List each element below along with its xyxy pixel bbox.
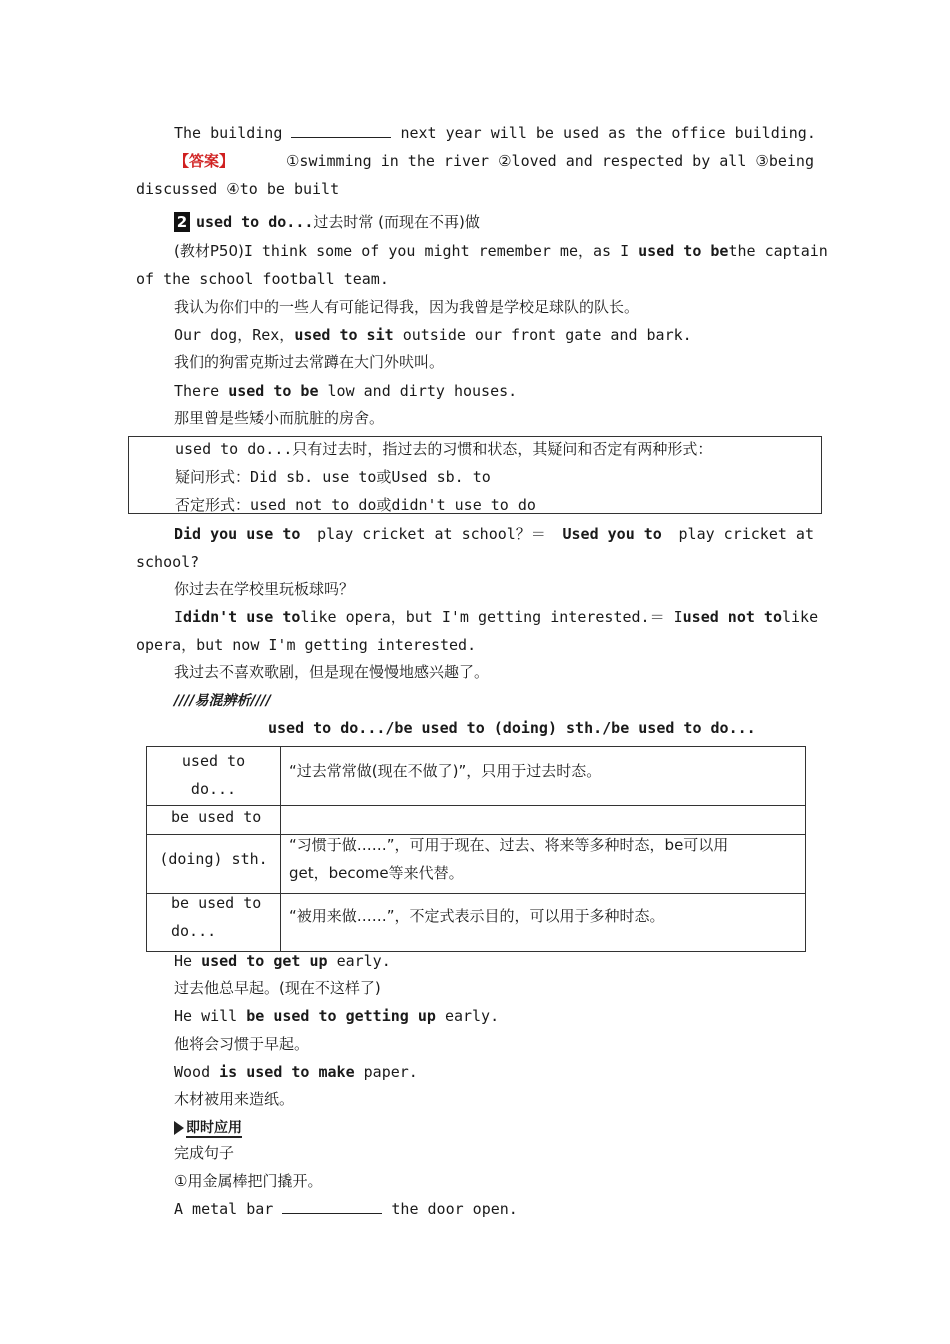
answer-blank — [291, 123, 391, 138]
note-line-1: used to do...只有过去时，指过去的习惯和状态，其疑问和否定有两种形式： — [175, 440, 713, 458]
confuse-tag: ////易混辨析//// — [174, 693, 271, 709]
note-line-2: 疑问形式：Did sb. use to或Used sb. to — [175, 468, 491, 486]
answer-cont: discussed ④to be built — [136, 180, 340, 198]
example-4-cn: 你过去在学校里玩板球吗？ — [174, 580, 355, 598]
confuse-title: used to do.../be used to (doing) sth./be used to do... — [268, 719, 756, 737]
note-box — [128, 436, 822, 514]
example-4: Did you use to play cricket at school？＝ Used you to play cricket at — [174, 525, 814, 543]
table-r4c2: “被用来做……”，不定式表示目的，可以用于多种时态。 — [289, 907, 665, 925]
example-1: (教材P50)I think some of you might remember me，as I used to be the captain — [174, 242, 828, 260]
sentence-building: The building next year will be used as the office building. — [174, 124, 816, 142]
example-5: I didn't use to like opera，but I'm getting interested.＝ I used not to like — [174, 608, 819, 626]
example-6-cn: 过去他总早起。(现在不这样了) — [174, 979, 381, 997]
answer-items: ①swimming in the river ②loved and respected by all ③being — [285, 152, 814, 170]
table-r3c2: “习惯于做……”，可用于现在、过去、将来等多种时态，be可以用 get，become等来代替。 — [289, 836, 729, 882]
answer-line — [174, 151, 814, 171]
example-5-cont: opera，but now I'm getting interested. — [136, 636, 477, 654]
apply-q1: A metal bar the door open. — [174, 1200, 518, 1218]
example-3-cn: 那里曾是些矮小而肮脏的房舍。 — [174, 409, 385, 427]
apply-task: 完成句子 — [174, 1144, 235, 1162]
triangle-icon — [174, 1121, 184, 1135]
example-8: Wood is used to make paper. — [174, 1063, 418, 1081]
table-r2c1: be used to — [171, 808, 262, 826]
example-1-cont: of the school football team. — [136, 270, 389, 288]
table-r1c2: “过去常常做(现在不做了)”，只用于过去时态。 — [289, 762, 602, 780]
example-7: He will be used to getting up early. — [174, 1007, 500, 1025]
table-r1c1: used to do... — [181, 752, 246, 798]
example-8-cn: 木材被用来造纸。 — [174, 1090, 295, 1108]
table-r3c1: (doing) sth. — [159, 850, 268, 868]
apply-q1-cn: ①用金属棒把门撬开。 — [174, 1172, 323, 1190]
note-line-3: 否定形式：used not to do或didn't use to do — [175, 496, 536, 514]
example-7-cn: 他将会习惯于早起。 — [174, 1035, 310, 1053]
section-title-en: used to do... — [196, 213, 314, 231]
table-r4c1: be used to do... — [171, 894, 262, 940]
section-heading — [174, 212, 480, 232]
example-6: He used to get up early. — [174, 952, 391, 970]
example-3: There used to be low and dirty houses. — [174, 382, 518, 400]
apply-tag: 即时应用 — [174, 1117, 242, 1138]
answer-blank — [282, 1199, 382, 1214]
example-2: Our dog，Rex，used to sit outside our front gate and bark. — [174, 326, 692, 344]
section-title-cn: 过去时常 (而现在不再)做 — [313, 213, 480, 231]
example-4-cont: school? — [136, 553, 200, 571]
example-1-cn: 我认为你们中的一些人有可能记得我，因为我曾是学校足球队的队长。 — [174, 298, 640, 316]
comparison-table — [146, 746, 806, 952]
answer-tag: 【答案】 — [174, 152, 235, 170]
section-number: 2 — [174, 212, 190, 232]
example-5-cn: 我过去不喜欢歌剧，但是现在慢慢地感兴趣了。 — [174, 663, 490, 681]
example-2-cn: 我们的狗雷克斯过去常蹲在大门外吠叫。 — [174, 353, 445, 371]
